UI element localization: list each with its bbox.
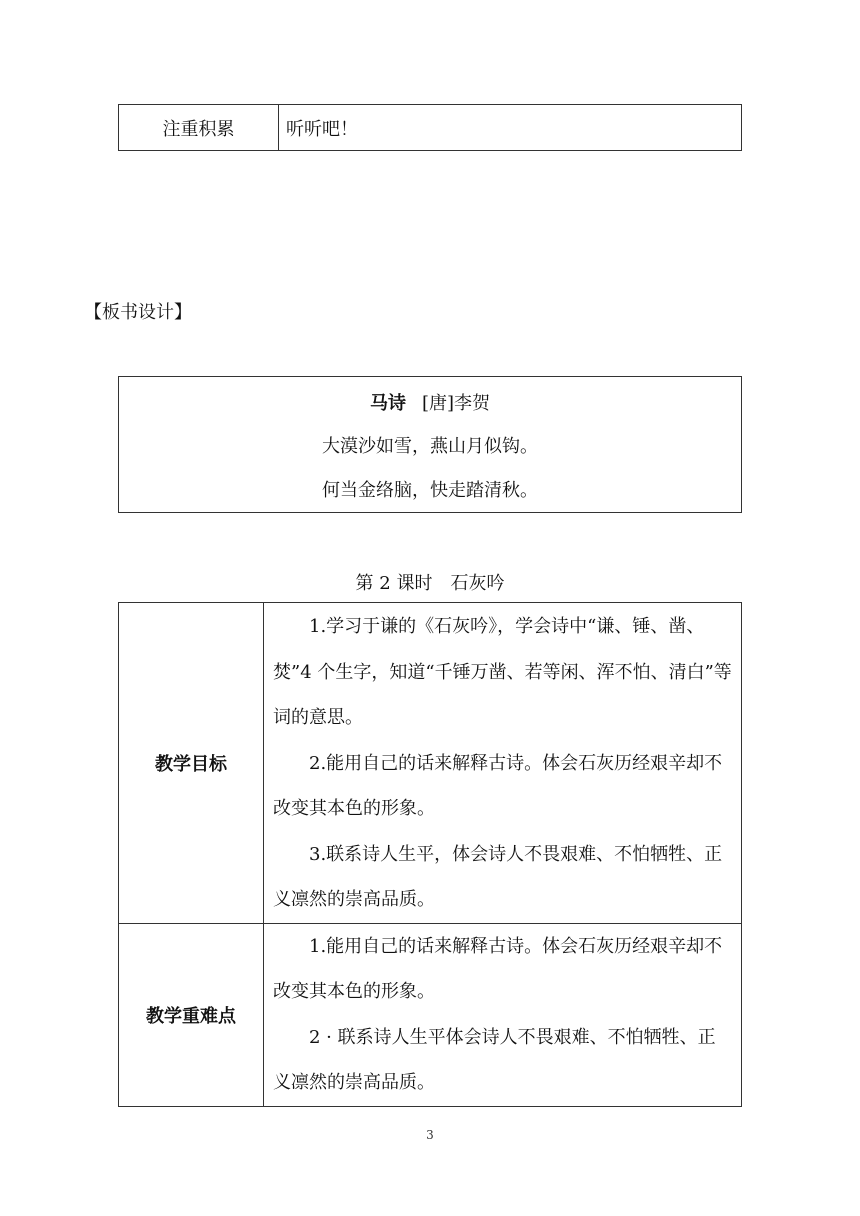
board-design-heading: 【板书设计】: [84, 302, 192, 323]
poem-title-line: [119, 389, 741, 415]
lesson-number: 第 2 课时: [355, 573, 433, 594]
poem-author: [唐]李贺: [421, 393, 491, 414]
goal-item: 3.联系诗人生平，体会诗人不畏艰难、不怕牺牲、正义凛然的崇高品质。: [273, 843, 723, 910]
goal-item: 1.学习于谦的《石灰吟》，学会诗中“谦、锤、凿、焚”4 个生字，知道“千锤万凿、若等闲、浑不怕、清白”等词的意思。: [273, 616, 732, 728]
goals-header: 教学目标: [119, 603, 264, 924]
keypoints-header: 教学重难点: [119, 923, 264, 1106]
table-row: [119, 105, 742, 151]
table-row: [119, 923, 742, 1106]
accumulation-value: 听听吧！: [279, 105, 742, 151]
goals-content: [264, 603, 742, 924]
lesson-name: 石灰吟: [450, 573, 505, 594]
accumulation-table: [118, 104, 742, 151]
poem-box: [118, 376, 742, 513]
poem-line: 何当金络脑，快走踏清秋。: [322, 480, 538, 501]
table-row: [119, 603, 742, 924]
keypoint-item: 1.能用自己的话来解释古诗。体会石灰历经艰辛却不改变其本色的形象。: [273, 935, 723, 1002]
keypoints-content: [264, 923, 742, 1106]
page-number: 3: [426, 1128, 434, 1142]
keypoint-item: 2 · 联系诗人生平体会诗人不畏艰难、不怕牺牲、正义凛然的崇高品质。: [273, 1026, 716, 1093]
teaching-plan-table: [118, 602, 742, 1107]
poem-title: 马诗: [369, 393, 406, 414]
poem-line: 大漠沙如雪，燕山月似钩。: [322, 436, 538, 457]
accumulation-label: 注重积累: [119, 105, 279, 151]
goal-item: 2.能用自己的话来解释古诗。体会石灰历经艰辛却不改变其本色的形象。: [273, 752, 723, 819]
lesson-title: [0, 569, 860, 595]
